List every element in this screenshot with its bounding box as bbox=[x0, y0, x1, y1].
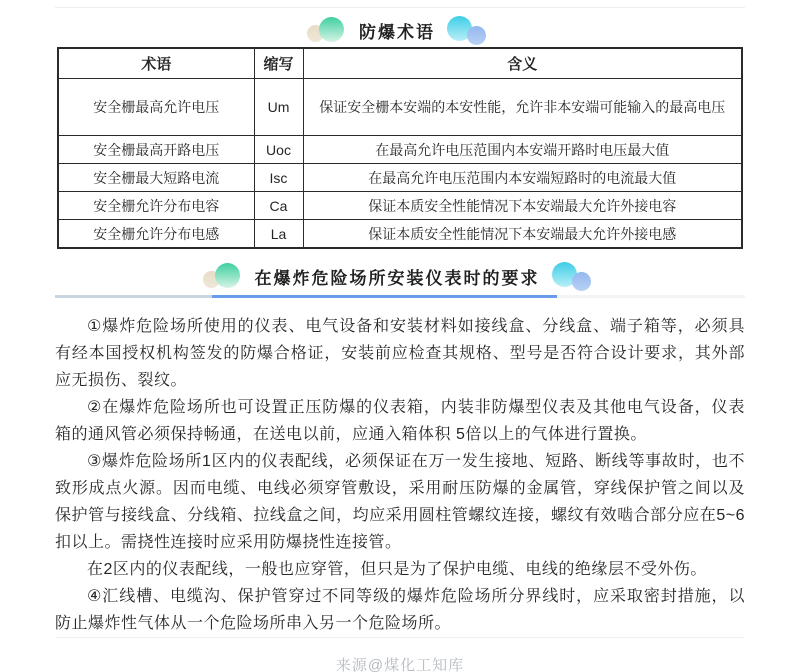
underline-segment-blue bbox=[212, 295, 557, 298]
cell-abbr: Um bbox=[254, 79, 303, 136]
terminology-table bbox=[57, 47, 743, 249]
table-row bbox=[58, 220, 742, 249]
cell-meaning: 保证本质安全性能情况下本安端最大允许外接电容 bbox=[303, 192, 742, 220]
cell-abbr: La bbox=[254, 220, 303, 249]
cell-meaning: 保证安全栅本安端的本安性能，允许非本安端可能输入的最高电压 bbox=[303, 79, 742, 136]
header-abbr: 缩写 bbox=[254, 48, 303, 79]
cell-meaning: 在最高允许电压范围内本安端短路时的电流最大值 bbox=[303, 164, 742, 192]
heading-decor-left bbox=[307, 16, 347, 44]
blue-dot-icon bbox=[572, 272, 591, 291]
source-attribution: 来源@煤化工知库 bbox=[335, 657, 465, 672]
table-row bbox=[58, 79, 742, 136]
paragraph-5: ④汇线槽、电缆沟、保护管穿过不同等级的爆炸危险场所分界线时，应采取密封措施，以防止爆炸性气体从一个危险场所串入另一个危险场所。 bbox=[55, 588, 745, 632]
cell-term: 安全栅最高开路电压 bbox=[58, 136, 254, 164]
heading-decor-left bbox=[203, 262, 243, 290]
article-content bbox=[55, 7, 745, 672]
heading-decor-right bbox=[552, 261, 598, 291]
section1-heading bbox=[55, 16, 745, 44]
cell-abbr: Isc bbox=[254, 164, 303, 192]
underline-segment-lightgray bbox=[557, 295, 745, 298]
header-term: 术语 bbox=[58, 48, 254, 79]
paragraph-4: 在2区内的仪表配线，一般也应穿管，但只是为了保护电缆、电线的绝缘层不受外伤。 bbox=[87, 561, 707, 578]
table-header-row bbox=[58, 48, 742, 79]
paragraph-1: ①爆炸危险场所使用的仪表、电气设备和安装材料如接线盒、分线盒、端子箱等，必须具有经本国授权机构签发的防爆合格证，安装前应检查其规格、型号是否符合设计要求，其外部应无损伤、裂纹。 bbox=[55, 318, 745, 389]
footer-divider-line bbox=[55, 637, 745, 638]
cell-abbr: Ca bbox=[254, 192, 303, 220]
table-row bbox=[58, 164, 742, 192]
cell-term: 安全栅允许分布电容 bbox=[58, 192, 254, 220]
blue-dot-icon bbox=[467, 26, 486, 45]
cell-meaning: 在最高允许电压范围内本安端开路时电压最大值 bbox=[303, 136, 742, 164]
green-dot-icon bbox=[215, 263, 240, 288]
heading-decor-right bbox=[447, 15, 493, 45]
cell-meaning: 保证本质安全性能情况下本安端最大允许外接电感 bbox=[303, 220, 742, 249]
section1-title: 防爆术语 bbox=[359, 22, 435, 42]
table-row bbox=[58, 192, 742, 220]
section2-title: 在爆炸危险场所安装仪表时的要求 bbox=[254, 268, 540, 288]
top-divider-line bbox=[55, 7, 745, 8]
paragraph-2: ②在爆炸危险场所也可设置正压防爆的仪表箱，内装非防爆型仪表及其他电气设备，仪表箱的通风管必须保持畅通，在送电以前，应通入箱体积 5倍以上的气体进行置换。 bbox=[55, 399, 745, 443]
cell-term: 安全栅允许分布电感 bbox=[58, 220, 254, 249]
paragraph-3: ③爆炸危险场所1区内的仪表配线，必须保证在万一发生接地、短路、断线等事故时，也不致形成点火源。因而电缆、电线必须穿管敷设，采用耐压防爆的金属管，穿线保护管之间以及保护管与接线盒、分线箱、拉线盒之间，均应采用圆柱管螺纹连接，螺纹有效啮合部分应在5~6扣以上。需挠性连接时应采用防爆挠性连接管。 bbox=[55, 453, 745, 551]
green-dot-icon bbox=[319, 17, 344, 42]
section2-underline bbox=[55, 295, 745, 298]
table-row bbox=[58, 136, 742, 164]
cell-term: 安全栅最大短路电流 bbox=[58, 164, 254, 192]
header-meaning: 含义 bbox=[303, 48, 742, 79]
cell-abbr: Uoc bbox=[254, 136, 303, 164]
section2-body bbox=[55, 313, 745, 637]
section2-heading bbox=[55, 262, 745, 290]
cell-term: 安全栅最高允许电压 bbox=[58, 79, 254, 136]
underline-segment-grayblue bbox=[55, 295, 212, 298]
